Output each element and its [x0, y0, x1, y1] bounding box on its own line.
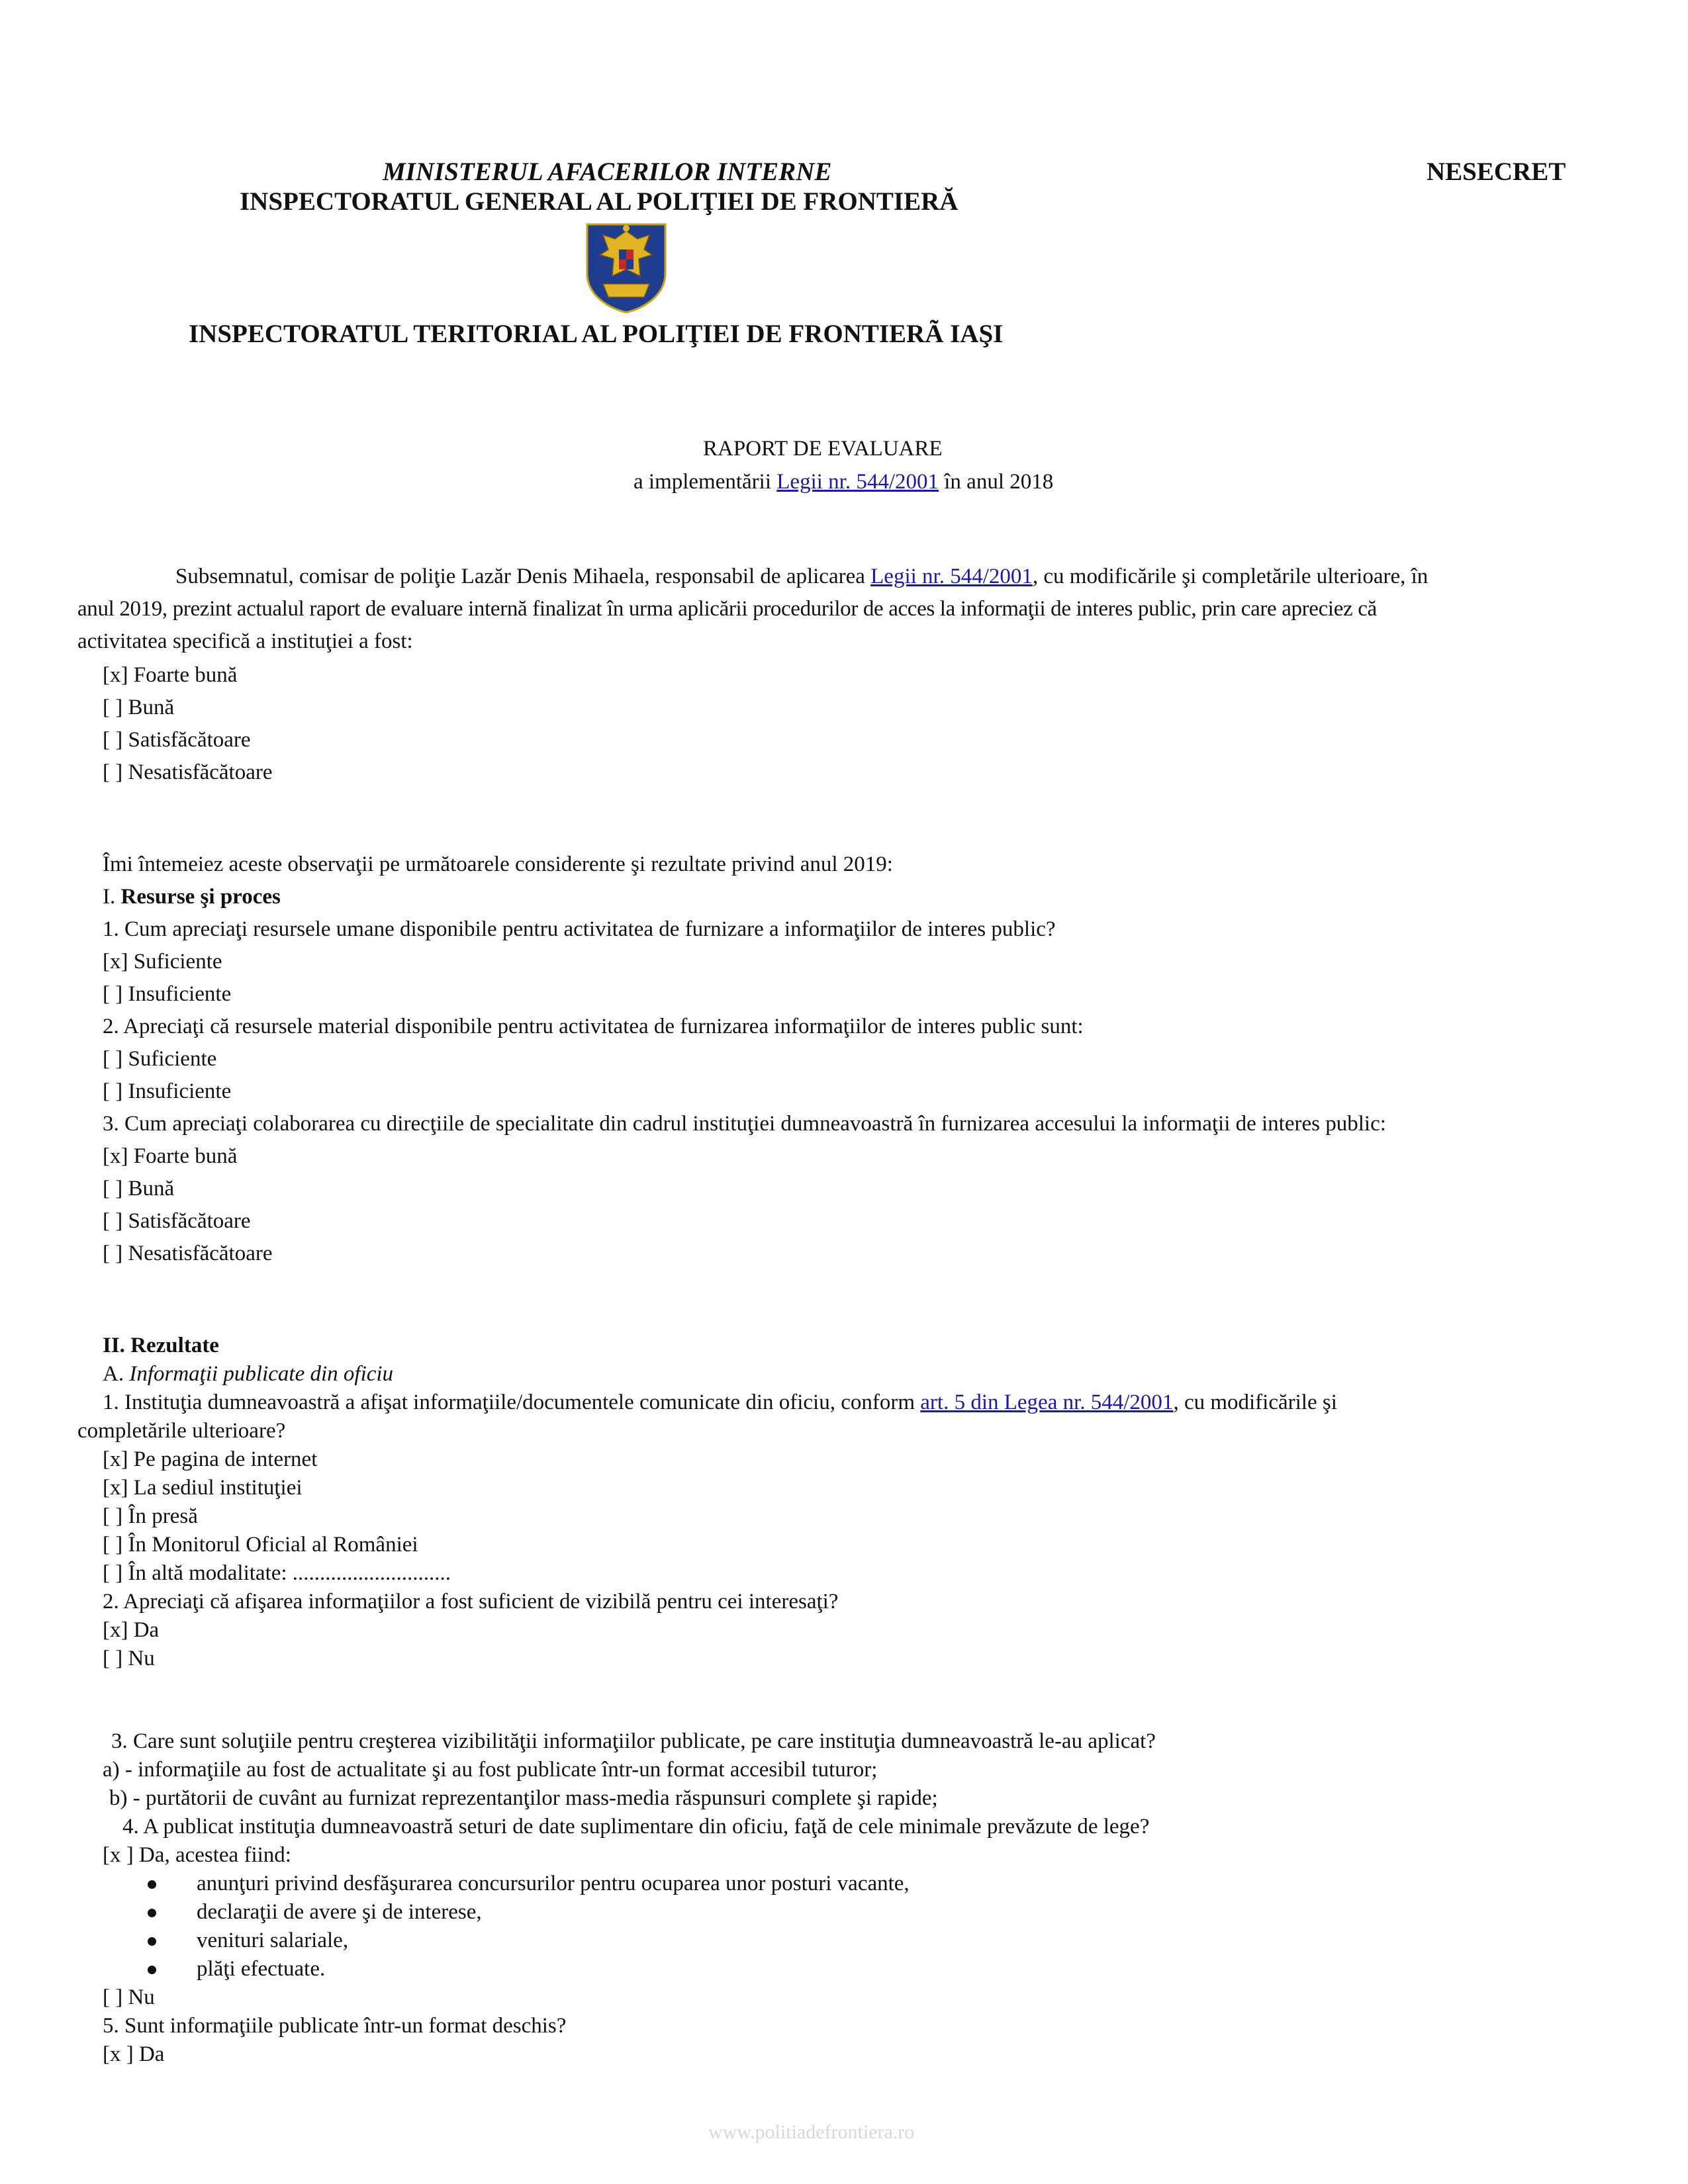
intro-line: activitatea specifică a instituţiei a fost: — [77, 629, 413, 653]
answer-option: [ ] Nu — [103, 1985, 155, 2009]
heading-number: I. — [103, 885, 121, 909]
intro-line: anul 2019, prezint actualul raport de evaluare internă finalizat în urma aplicării procedurilor de acces la informaţii de interes public, prin care apreciez că — [77, 597, 1377, 621]
subtitle-text: în anul 2018 — [939, 470, 1054, 494]
bullet-item: plăţi efectuate. — [197, 1957, 326, 1981]
answer-option: [ ] Suficiente — [103, 1047, 217, 1071]
question: 2. Apreciaţi că resursele material disponibile pentru activitatea de furnizarea informaţiilor de interes public sunt: — [103, 1015, 1084, 1038]
rating-option: [ ] Satisfăcătoare — [103, 728, 251, 752]
bullet-item: venituri salariale, — [197, 1929, 349, 1952]
intro-text: Subsemnatul, comisar de poliţie Lazăr Denis Mihaela, responsabil de aplicarea — [175, 565, 871, 588]
question: 1. Cum apreciaţi resursele umane disponibile pentru activitatea de furnizare a informaţiilor de interes public? — [103, 917, 1056, 941]
answer-option: [x ] Da — [103, 2042, 165, 2066]
answer-option: [ ] Insuficiente — [103, 982, 232, 1006]
heading-text: Resurse şi proces — [120, 885, 281, 909]
subsection-heading — [103, 1363, 393, 1385]
rating-option: [x] Foarte bună — [103, 663, 238, 687]
answer-option: [x] La sediul instituţiei — [103, 1476, 303, 1500]
question: 2. Apreciaţi că afişarea informaţiilor a fost suficient de vizibilă pentru cei interesaţi? — [103, 1590, 839, 1614]
question: 4. A publicat instituţia dumneavoastră seturi de date suplimentare din oficiu, faţă de cele minimale prevăzute de lege? — [122, 1815, 1150, 1839]
answer-option: [x ] Da, acestea fiind: — [103, 1843, 291, 1867]
territorial-title: INSPECTORATUL TERITORIAL AL POLIŢIEI DE FRONTIERÃ IAŞI — [189, 320, 1004, 348]
answer-option: [ ] Bună — [103, 1177, 175, 1201]
bullet-icon — [148, 1880, 156, 1889]
bullet-item: anunţuri privind desfăşurarea concursurilor pentru ocuparea unor posturi vacante, — [197, 1872, 910, 1895]
question: 5. Sunt informaţiile publicate într-un format deschis? — [103, 2014, 567, 2038]
bullet-item: declaraţii de avere şi de interese, — [197, 1900, 482, 1924]
answer-option: [x] Foarte bună — [103, 1144, 238, 1168]
section-heading: II. Rezultate — [103, 1334, 219, 1357]
coat-of-arms-icon — [585, 220, 668, 314]
answer-option: [ ] Satisfăcătoare — [103, 1209, 251, 1233]
intro-line — [175, 566, 1428, 588]
question — [103, 1392, 1337, 1414]
subsection-text: Informaţii publicate din oficiu — [129, 1362, 394, 1386]
bullet-icon — [148, 1966, 156, 1974]
question: 3. Cum apreciaţi colaborarea cu direcţiile de specialitate din cadrul instituţiei dumneavoastră în furnizarea accesului la informaţii de interes public: — [103, 1112, 1386, 1136]
bullet-icon — [148, 1937, 156, 1946]
solution-item: b) - purtătorii de cuvânt au furnizat reprezentanţilor mass-media răspunsuri complete şi rapide; — [109, 1786, 938, 1810]
inspectorate-title: INSPECTORATUL GENERAL AL POLIŢIEI DE FRONTIERĂ — [240, 187, 959, 216]
question-continued: completările ulterioare? — [77, 1419, 286, 1443]
article-link[interactable]: art. 5 din Legea nr. 544/2001 — [920, 1390, 1174, 1414]
classification-label: NESECRET — [1427, 158, 1566, 186]
section-lead: Îmi întemeiez aceste observaţii pe următoarele considerente şi rezultate privind anul 2019: — [103, 852, 893, 876]
intro-text: , cu modificările şi completările ulterioare, în — [1032, 565, 1429, 588]
report-subtitle — [633, 471, 1053, 493]
rating-option: [ ] Bună — [103, 696, 175, 719]
question-text: 1. Instituţia dumneavoastră a afişat informaţiile/documentele comunicate din oficiu, conform — [103, 1390, 921, 1414]
answer-option: [x] Pe pagina de internet — [103, 1447, 318, 1471]
subsection-letter: A. — [103, 1362, 130, 1386]
rating-option: [ ] Nesatisfăcătoare — [103, 760, 273, 784]
question-text: , cu modificările şi — [1173, 1390, 1337, 1414]
answer-option: [ ] Nesatisfăcătoare — [103, 1242, 273, 1265]
answer-option: [ ] Insuficiente — [103, 1079, 232, 1103]
answer-option: [ ] Nu — [103, 1647, 155, 1670]
section-heading — [103, 886, 281, 908]
footer-watermark: www.politiadefrontiera.ro — [708, 2121, 915, 2143]
answer-option: [x] Da — [103, 1618, 160, 1642]
answer-option: [ ] În altă modalitate: ............................. — [103, 1561, 451, 1585]
answer-option: [ ] În Monitorul Oficial al României — [103, 1533, 418, 1557]
law-link[interactable]: Legii nr. 544/2001 — [776, 470, 939, 494]
answer-option: [ ] În presă — [103, 1504, 198, 1528]
question: 3. Care sunt soluţiile pentru creşterea vizibilităţii informaţiilor publicate, pe care instituţia dumneavoastră le-au aplicat? — [111, 1729, 1156, 1753]
bullet-icon — [148, 1909, 156, 1917]
law-link[interactable]: Legii nr. 544/2001 — [870, 565, 1033, 588]
answer-option: [x] Suficiente — [103, 950, 222, 974]
ministry-title: MINISTERUL AFACERILOR INTERNE — [383, 158, 832, 186]
solution-item: a) - informaţiile au fost de actualitate şi au fost publicate într-un format accesibil tuturor; — [103, 1758, 878, 1782]
subtitle-text: a implementării — [633, 470, 777, 494]
report-title: RAPORT DE EVALUARE — [703, 437, 943, 461]
